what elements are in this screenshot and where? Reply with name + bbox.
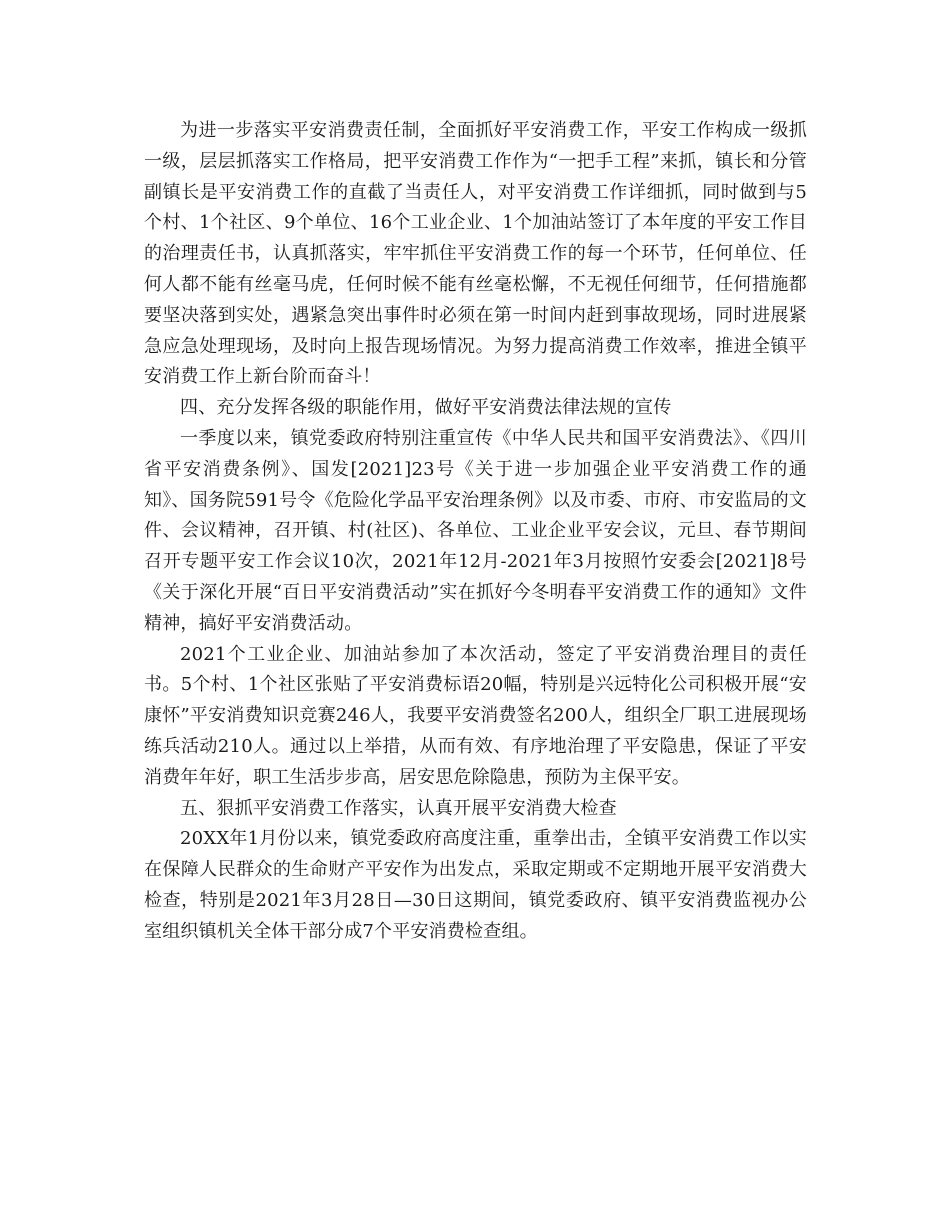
paragraph-publicity: 一季度以来，镇党委政府特别注重宣传《中华人民共和国平安消费法》、《四川省平安消费条例》、国发[2021]23号《关于进一步加强企业平安消费工作的通知》、国务院591号令《危险化学品平安治理条例》以及市委、市府、市安监局的文件、会议精神，召开镇、村(社区)、各单位、工业企业平安会议，元旦、春节期间召开专题平安工作会议10次，2021年12月-2021年3月按照竹安委会[2021]8号《关于深化开展“百日平安消费活动”实在抓好今冬明春平安消费工作的通知》文件精神，搞好平安消费活动。 [144,427,807,634]
paragraph-inspection: 20XX年1月份以来，镇党委政府高度注重，重拳出击，全镇平安消费工作以实在保障人民群众的生命财产平安作为出发点，采取定期或不定期地开展平安消费大检查，特别是2021年3月28日—30日这期间，镇党委政府、镇平安消费监视办公室组织镇机关全体干部分成7个平安消费检查组。 [144,828,807,942]
section-heading-4: 四、充分发挥各级的职能作用，做好平安消费法律法规的宣传 [180,397,672,419]
section-heading-5: 五、狠抓平安消费工作落实，认真开展平安消费大检查 [180,797,617,819]
paragraph-activities: 2021个工业企业、加油站参加了本次活动，签定了平安消费治理目的责任书。5个村、1个社区张贴了平安消费标语20幅，特别是兴远特化公司积极开展“安康怀”平安消费知识竞赛246人，我要平安消费签名200人，组织全厂职工进展现场练兵活动210人。通过以上举措，从而有效、有序地治理了平安隐患，保证了平安消费年年好，职工生活步步高，居安思危除隐患，预防为主保平安。 [144,643,807,788]
paragraph-responsibility: 为进一步落实平安消费责任制，全面抓好平安消费工作，平安工作构成一级抓一级，层层抓落实工作格局，把平安消费工作作为“一把手工程”来抓，镇长和分管副镇长是平安消费工作的直截了当责任人，对平安消费工作详细抓，同时做到与5个村、1个社区、9个单位、16个工业企业、1个加油站签订了本年度的平安工作目的治理责任书，认真抓落实，牢牢抓住平安消费工作的每一个环节，任何单位、任何人都不能有丝毫马虎，任何时候不能有丝毫松懈，不无视任何细节，任何措施都要坚决落到实处，遇紧急突出事件时必须在第一时间内赶到事故现场，同时进展紧急应急处理现场，及时向上报告现场情况。为努力提高消费工作效率，推进全镇平安消费工作上新台阶而奋斗！ [144,120,807,388]
